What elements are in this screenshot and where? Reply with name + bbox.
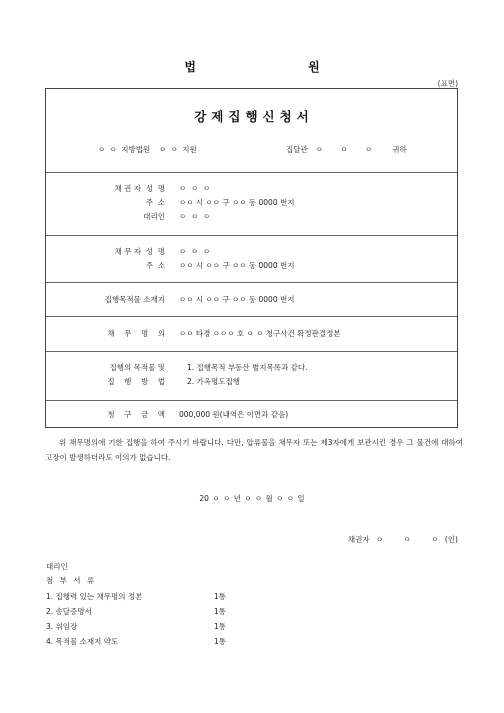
list-item <box>46 589 246 604</box>
signature-name: ㅇ ㅇ ㅇ <box>375 535 439 544</box>
creditor-name-label: 채 권 자 성 명 <box>114 184 165 193</box>
creditor-address-value: ㅇㅇ 시 ㅇㅇ 구 ㅇㅇ 동 0000 번지 <box>179 198 295 207</box>
claim-amount-label: 청 구 금 액 <box>107 410 165 419</box>
creditor-signature <box>348 534 458 545</box>
application-date: 20 ㅇ ㅇ 년 ㅇ ㅇ 월 ㅇ ㅇ 일 <box>199 494 305 503</box>
divider <box>46 400 457 401</box>
court-title: 법 원 <box>184 60 374 74</box>
court-name: ㅇ ㅇ 지방법원 ㅇ ㅇ 지원 <box>98 145 197 154</box>
list-item <box>46 619 246 634</box>
target-location-value: ㅇㅇ 시 ㅇㅇ 구 ㅇㅇ 동 0000 번지 <box>179 295 295 304</box>
claim-amount-value: 000,000 원(내역은 이면과 같음) <box>179 410 289 419</box>
debtor-address-value: ㅇㅇ 시 ㅇㅇ 구 ㅇㅇ 동 0000 번지 <box>179 261 295 270</box>
form-title: 강제집행신청서 <box>194 109 314 124</box>
creditor-name-value: ㅇ ㅇ ㅇ <box>179 184 211 193</box>
debt-title-value: ㅇㅇ 타경 ㅇㅇㅇ 호 ㅇ ㅇ 청구사건 확정판결정본 <box>179 329 341 338</box>
divider <box>46 172 457 173</box>
attachment-count: 1통 <box>214 592 227 601</box>
debtor-address-label: 주 소 <box>145 261 165 270</box>
attachment-name: 3. 위임장 <box>46 622 78 631</box>
bailiff-name: ㅇ ㅇ ㅇ <box>315 145 373 154</box>
bailiff-label: 집달관 <box>286 145 308 154</box>
bailiff-line <box>286 144 407 155</box>
execution-value-line1: 1. 집행목적 부동산 별지목록과 같다. <box>187 363 308 372</box>
debtor-name-value: ㅇ ㅇ ㅇ <box>179 247 211 256</box>
divider <box>46 282 457 283</box>
list-item <box>46 604 246 619</box>
execution-label-line2: 집 행 방 법 <box>107 377 165 386</box>
attachment-count: 1통 <box>214 637 227 646</box>
creditor-address-label: 주 소 <box>145 198 165 207</box>
request-statement: 위 채무명의에 기한 집행을 하여 주시기 바랍니다. 다만, 압류물을 채무자 또는 제3자에게 보관시킨 경우 그 물건에 대하여 고장이 발생하더라도 이의가 없습니다. <box>45 438 463 462</box>
creditor-agent-label: 대리인 <box>143 212 165 221</box>
debt-title-label: 채 무 명 의 <box>107 329 165 338</box>
divider <box>46 351 457 352</box>
seal-mark: (인) <box>444 535 458 544</box>
attachments-list <box>46 589 246 649</box>
attachment-name: 1. 집행력 있는 채무명의 정본 <box>46 592 143 601</box>
application-form <box>45 88 458 428</box>
page-side-tag: (표면) <box>437 79 458 88</box>
divider <box>46 235 457 236</box>
divider <box>46 316 457 317</box>
attachment-name: 4. 목적물 소재지 약도 <box>46 637 119 646</box>
attachment-count: 1통 <box>214 622 227 631</box>
agent-label: 대리인 <box>46 562 68 571</box>
execution-label-line1: 집행의 목적물 및 <box>109 363 165 372</box>
attachments-title: 첨 부 서 류 <box>46 576 97 585</box>
attachment-name: 2. 송달증명서 <box>46 607 92 616</box>
target-location-label: 집행목적물 소재지 <box>104 295 165 304</box>
list-item <box>46 634 246 649</box>
bailiff-addressee: 귀하 <box>392 145 407 154</box>
signature-label: 채권자 <box>347 535 370 544</box>
attachment-count: 1통 <box>214 607 227 616</box>
debtor-name-label: 채 무 자 성 명 <box>114 247 165 256</box>
creditor-agent-value: ㅇ ㅇ ㅇ <box>179 212 211 221</box>
execution-value-line2: 2. 가옥명도집행 <box>187 377 241 386</box>
